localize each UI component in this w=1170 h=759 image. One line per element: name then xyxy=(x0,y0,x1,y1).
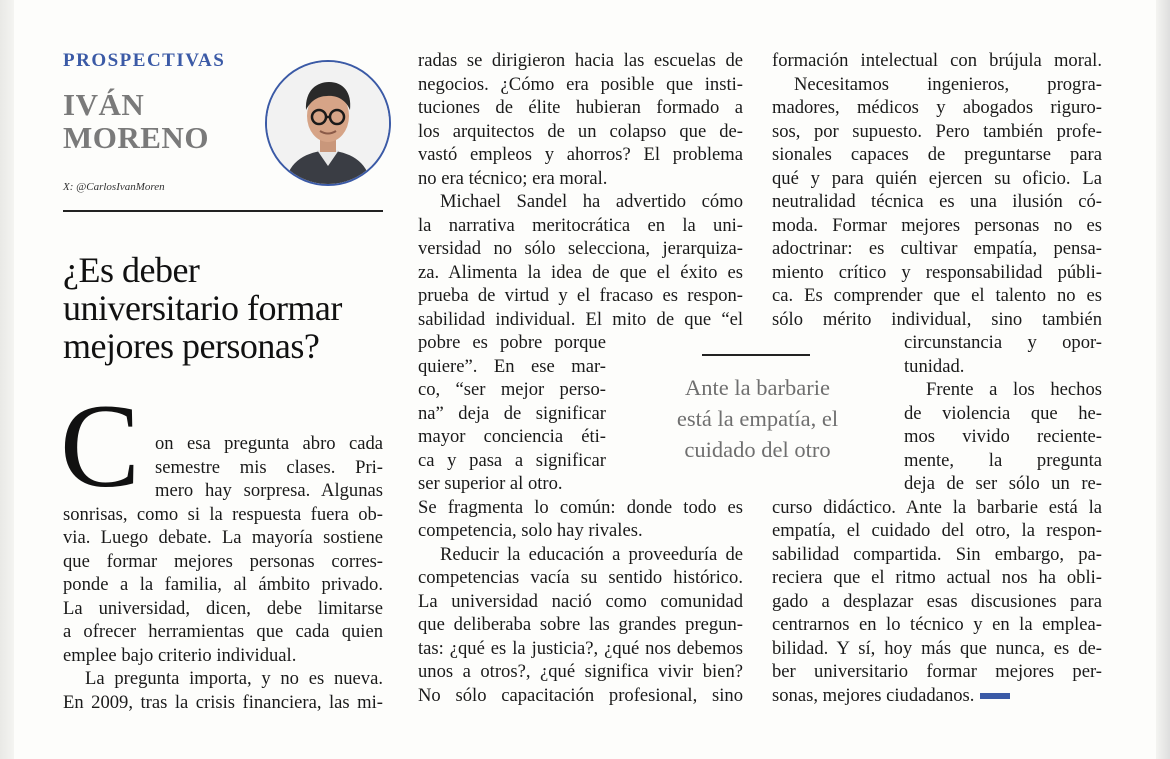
article-column-1 xyxy=(63,432,383,714)
text-line: circunstancia y opor- xyxy=(904,332,1102,353)
text-line: a ofrecer herramientas que cada quien xyxy=(63,621,383,642)
text-line: negocios. ¿Cómo era posible que insti- xyxy=(418,73,743,95)
text-line: moda. Formar mejores personas no es xyxy=(772,214,1102,236)
text-line: madores, médicos y abogados riguro- xyxy=(772,97,1102,118)
text-line: centrarnos en lo técnico y en la emplea- xyxy=(772,614,1102,635)
text-line: la narrativa meritocrática en la uni- xyxy=(418,214,743,236)
article-column-3 xyxy=(772,49,1102,707)
author-last-name: MORENO xyxy=(63,120,209,155)
pull-quote-line-3: cuidado del otro xyxy=(684,437,831,462)
text-line: ca y pasa a significar xyxy=(418,449,606,471)
text-line: ser superior al otro. xyxy=(418,473,563,494)
text-line: La pregunta importa, y no es nueva. xyxy=(85,668,383,689)
text-line: mero hay sorpresa. Algunas xyxy=(155,480,383,501)
text-line: de violencia que he- xyxy=(904,402,1102,424)
text-line: prueba de virtud y el fracaso es respon- xyxy=(418,285,743,306)
text-line: tuciones de élite hubieran formado a xyxy=(418,97,743,118)
text-line: versidad no sólo selecciona, jerarquiza- xyxy=(418,238,743,259)
text-line: ponde a la familia, al ámbito privado. xyxy=(63,574,383,595)
text-line: La universidad nació como comunidad xyxy=(418,590,743,612)
text-line: En 2009, tras la crisis financiera, las mi- xyxy=(63,691,383,713)
text-line: mos vivido reciente- xyxy=(904,426,1102,447)
text-line: competencias vacía su sentido histórico. xyxy=(418,567,743,588)
text-line: ca. Es comprender que el talento no es xyxy=(772,285,1102,306)
end-mark xyxy=(980,693,1010,699)
text-line: curso didáctico. Ante la barbarie está la xyxy=(772,496,1102,518)
text-line: que deliberaba sobre las grandes pregun- xyxy=(418,614,743,635)
text-line-last xyxy=(772,684,1102,708)
text-line: vastó empleos y ahorros? El problema xyxy=(418,144,743,165)
author-avatar xyxy=(265,60,391,186)
page-edge-right xyxy=(1156,0,1170,759)
article-headline xyxy=(63,251,393,365)
author-first-name: IVÁN xyxy=(63,87,145,122)
text-line: sabilidad compartida. Sin embargo, pa- xyxy=(772,543,1102,565)
text-line: sos, por supuesto. Pero también profe- xyxy=(772,120,1102,142)
text-line: La universidad, dicen, debe limitarse xyxy=(63,597,383,619)
text-line: radas se dirigieron hacia las escuelas de xyxy=(418,50,743,71)
text-line: semestre mis clases. Pri- xyxy=(155,456,383,478)
text-line: que formar mejores personas corres- xyxy=(63,550,383,572)
headline-line-3: mejores personas? xyxy=(63,326,320,366)
text-line: mayor conciencia éti- xyxy=(418,426,606,447)
text-line: No sólo capacitación profesional, sino xyxy=(418,684,743,706)
text-line: sólo mérito individual, sino también xyxy=(772,308,1102,330)
text-line: gado a desplazar esas discusiones para xyxy=(772,590,1102,612)
text-line: no era técnico; era moral. xyxy=(418,167,608,189)
headline-line-2: universitario formar xyxy=(63,288,342,328)
text-line: bilidad. Y sí, hoy más que nunca, es de- xyxy=(772,637,1102,659)
author-name xyxy=(63,88,263,154)
text-line: mente, la pregunta xyxy=(904,449,1102,471)
text-line: formación intelectual con brújula moral. xyxy=(772,50,1102,71)
text-line: neutralidad técnica es una ilusión có- xyxy=(772,191,1102,212)
text-line: unos a otros?, ¿qué significa vivir bien? xyxy=(418,661,743,682)
text-line: on esa pregunta abro cada xyxy=(155,433,383,454)
text-line: za. Alimenta la idea de que el éxito es xyxy=(418,261,743,283)
page-edge-left xyxy=(0,0,14,759)
author-portrait-image xyxy=(267,62,389,184)
pull-quote-line-1: Ante la barbarie xyxy=(685,375,830,400)
text-line: reciera que el ritmo actual nos ha obli- xyxy=(772,567,1102,588)
text-line: co, “ser mejor perso- xyxy=(418,379,606,400)
text-line: Necesitamos ingenieros, progra- xyxy=(794,73,1102,95)
text-line: via. Luego debate. La mayoría sostiene xyxy=(63,527,383,548)
text-line: Reducir la educación a proveeduría de xyxy=(440,543,743,565)
text-line: emplee bajo criterio individual. xyxy=(63,644,297,666)
text-line: competencia, solo hay rivales. xyxy=(418,520,643,541)
section-label: PROSPECTIVAS xyxy=(63,50,226,71)
headline-line-1: ¿Es deber xyxy=(63,250,200,290)
text-line: tunidad. xyxy=(904,355,965,377)
text-line: Frente a los hechos xyxy=(926,379,1102,400)
text-line: miento crítico y responsabilidad públi- xyxy=(772,261,1102,283)
text-line: sonrisas, como si la respuesta fuera ob- xyxy=(63,503,383,525)
text-line: deja de ser sólo un re- xyxy=(904,473,1102,494)
closing-text: sonas, mejores ciudadanos. xyxy=(772,684,975,706)
text-line: adoctrinar: es cultivar empatía, pensa- xyxy=(772,238,1102,259)
text-line: empatía, el cuidado del otro, la respon- xyxy=(772,520,1102,541)
text-line: Michael Sandel ha advertido cómo xyxy=(440,191,743,212)
text-line: na” deja de significar xyxy=(418,402,606,424)
drop-cap: C xyxy=(60,379,141,512)
header-divider xyxy=(63,210,383,212)
text-line: ber universitario formar mejores per- xyxy=(772,661,1102,682)
text-line: sabilidad individual. El mito de que “el xyxy=(418,308,743,330)
text-line: sionales capaces de preguntarse para xyxy=(772,144,1102,165)
text-line: tas: ¿qué es la justicia?, ¿qué nos debemos xyxy=(418,637,743,659)
text-line: qué y para quién ejercen su oficio. La xyxy=(772,167,1102,189)
text-line: pobre es pobre porque xyxy=(418,332,606,353)
text-line: Se fragmenta lo común: donde todo es xyxy=(418,496,743,518)
pull-quote-line-2: está la empatía, el xyxy=(676,406,839,431)
text-line: quiere”. En ese mar- xyxy=(418,355,606,377)
social-handle: X: @CarlosIvanMoren xyxy=(63,181,165,193)
text-line: los arquitectos de un colapso que de- xyxy=(418,120,743,142)
